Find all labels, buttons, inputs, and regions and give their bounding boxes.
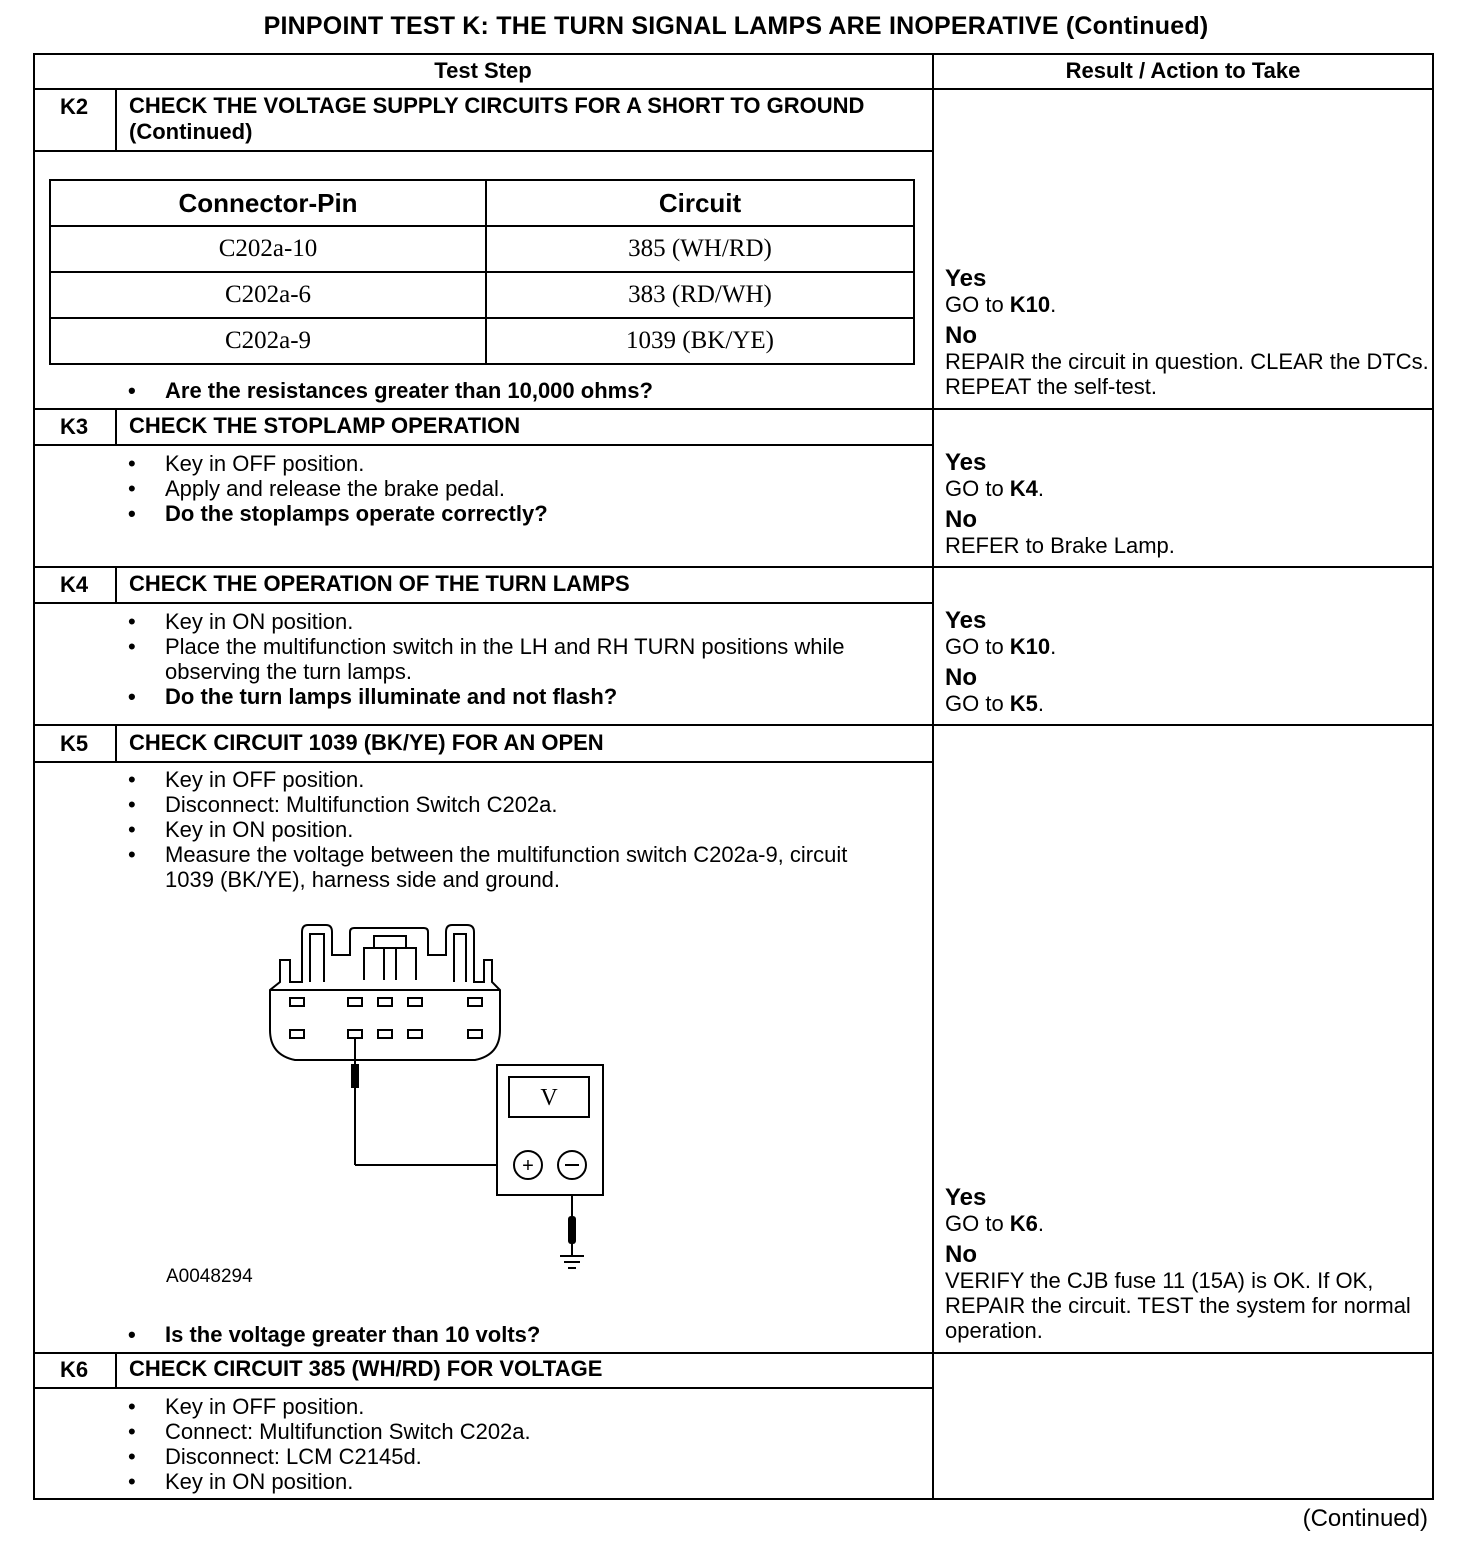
step-title: CHECK THE OPERATION OF THE TURN LAMPS (129, 571, 630, 596)
instruction-item: • Key in OFF position. (128, 451, 918, 476)
no-action: REPAIR the circuit in question. CLEAR the DTCs. REPEAT the self-test. (945, 349, 1429, 399)
no-label: No (945, 1241, 977, 1268)
action-text: . (1050, 292, 1057, 317)
action-text: GO to (945, 476, 1010, 501)
step-link[interactable]: K5 (1009, 691, 1038, 716)
step-instructions (128, 451, 918, 526)
instruction-item: • Apply and release the brake pedal. (128, 476, 918, 501)
step-question: • Are the resistances greater than 10,000 ohms? (128, 378, 918, 403)
step-title: CHECK THE VOLTAGE SUPPLY CIRCUITS FOR A SHORT TO GROUND (Continued) (129, 93, 865, 144)
yes-label: Yes (945, 1184, 987, 1211)
step-id-divider (115, 567, 117, 604)
yes-label: Yes (945, 607, 987, 634)
no-label: No (945, 506, 977, 533)
step-title: CHECK THE STOPLAMP OPERATION (129, 413, 521, 438)
instruction-item: • Disconnect: LCM C2145d. (128, 1444, 918, 1469)
step-result (945, 266, 1433, 399)
step-instructions (128, 1322, 918, 1347)
table-header-row (50, 180, 914, 226)
pin-cavities (290, 998, 482, 1038)
step-divider (33, 724, 1434, 726)
step-title-divider (33, 150, 933, 152)
instruction-item: • Key in ON position. (128, 817, 888, 842)
step-title-divider (33, 1387, 933, 1389)
no-action (945, 691, 1433, 716)
action-text: GO to (945, 691, 1010, 716)
step-result (945, 1185, 1433, 1343)
connector-pin-table (49, 179, 915, 365)
circuit-cell: 385 (WH/RD) (486, 226, 914, 272)
step-result (945, 608, 1433, 716)
column-divider (932, 53, 934, 1500)
step-divider (33, 1352, 1434, 1354)
action-text: . (1050, 634, 1057, 659)
page-title: PINPOINT TEST K: THE TURN SIGNAL LAMPS ARE INOPERATIVE (Continued) (263, 12, 1209, 40)
step-title-divider (33, 602, 933, 604)
instruction-item: • Measure the voltage between the multifunction switch C202a-9, circuit 1039 (BK/YE), harness side and ground. (128, 842, 888, 892)
instruction-item: • Key in OFF position. (128, 1394, 918, 1419)
connector-voltmeter-diagram (260, 920, 620, 1290)
step-instructions (128, 1394, 918, 1494)
step-title-divider (33, 444, 933, 446)
header-divider (33, 88, 1434, 90)
step-link[interactable]: K4 (1009, 476, 1038, 501)
column-header: Connector-Pin (50, 180, 486, 226)
instruction-item: • Disconnect: Multifunction Switch C202a. (128, 792, 888, 817)
step-title-divider (33, 761, 933, 763)
step-instructions (128, 767, 888, 892)
step-id: K3 (59, 414, 89, 439)
continued-label: (Continued) (1302, 1505, 1428, 1532)
step-instructions (128, 609, 898, 709)
pin-cell: C202a-9 (50, 318, 486, 364)
step-divider (33, 408, 1434, 410)
step-id-divider (115, 1353, 117, 1389)
no-action: REFER to Brake Lamp. (945, 533, 1175, 558)
step-id: K5 (59, 731, 89, 756)
probe-tip (351, 1064, 359, 1088)
step-title: CHECK CIRCUIT 385 (WH/RD) FOR VOLTAGE (129, 1356, 603, 1381)
column-header: Circuit (486, 180, 914, 226)
instruction-item: • Connect: Multifunction Switch C202a. (128, 1419, 918, 1444)
instruction-item: • Place the multifunction switch in the LH and RH TURN positions while observing the turn lamps. (128, 634, 898, 684)
step-id: K2 (59, 94, 89, 119)
step-link[interactable]: K10 (1009, 634, 1051, 659)
step-link[interactable]: K6 (1009, 1211, 1038, 1236)
table-row (50, 272, 914, 318)
step-question: • Do the turn lamps illuminate and not flash? (128, 684, 898, 709)
action-text: GO to (945, 292, 1010, 317)
pin-cell: C202a-10 (50, 226, 486, 272)
step-id-divider (115, 409, 117, 446)
plus-icon: + (522, 1155, 534, 1177)
step-divider (33, 566, 1434, 568)
instruction-item: • Key in OFF position. (128, 767, 888, 792)
action-text: GO to (945, 1211, 1010, 1236)
yes-label: Yes (945, 449, 987, 476)
table-row (50, 226, 914, 272)
voltmeter-label: V (540, 1085, 558, 1111)
step-link[interactable]: K10 (1009, 292, 1051, 317)
no-label: No (945, 322, 977, 349)
connector-latch (364, 936, 416, 980)
step-id: K4 (59, 572, 89, 597)
yes-action (945, 1211, 1433, 1236)
action-text: . (1037, 1211, 1045, 1236)
no-label: No (945, 664, 977, 691)
step-id-divider (115, 89, 117, 152)
step-result (945, 450, 1433, 558)
pin-cell: C202a-6 (50, 272, 486, 318)
instruction-item: • Key in ON position. (128, 1469, 918, 1494)
yes-action (945, 476, 1433, 501)
yes-action (945, 292, 1433, 317)
yes-label: Yes (945, 265, 987, 292)
step-question: • Do the stoplamps operate correctly? (128, 501, 918, 526)
ground-probe (568, 1216, 576, 1244)
circuit-cell: 383 (RD/WH) (486, 272, 914, 318)
table-row (50, 318, 914, 364)
no-action: VERIFY the CJB fuse 11 (15A) is OK. If OK, REPAIR the circuit. TEST the system for normal operation. (945, 1268, 1411, 1343)
step-id: K6 (59, 1357, 89, 1382)
circuit-cell: 1039 (BK/YE) (486, 318, 914, 364)
header-result: Result / Action to Take (1065, 58, 1301, 83)
header-test-step: Test Step (434, 58, 532, 83)
step-question: • Is the voltage greater than 10 volts? (128, 1322, 918, 1347)
action-text: . (1037, 476, 1045, 501)
figure-id: A0048294 (166, 1266, 253, 1287)
instruction-item: • Key in ON position. (128, 609, 898, 634)
step-id-divider (115, 725, 117, 763)
step-instructions (128, 378, 918, 403)
action-text: . (1037, 691, 1045, 716)
step-title: CHECK CIRCUIT 1039 (BK/YE) FOR AN OPEN (129, 730, 604, 755)
action-text: GO to (945, 634, 1010, 659)
yes-action (945, 634, 1433, 659)
